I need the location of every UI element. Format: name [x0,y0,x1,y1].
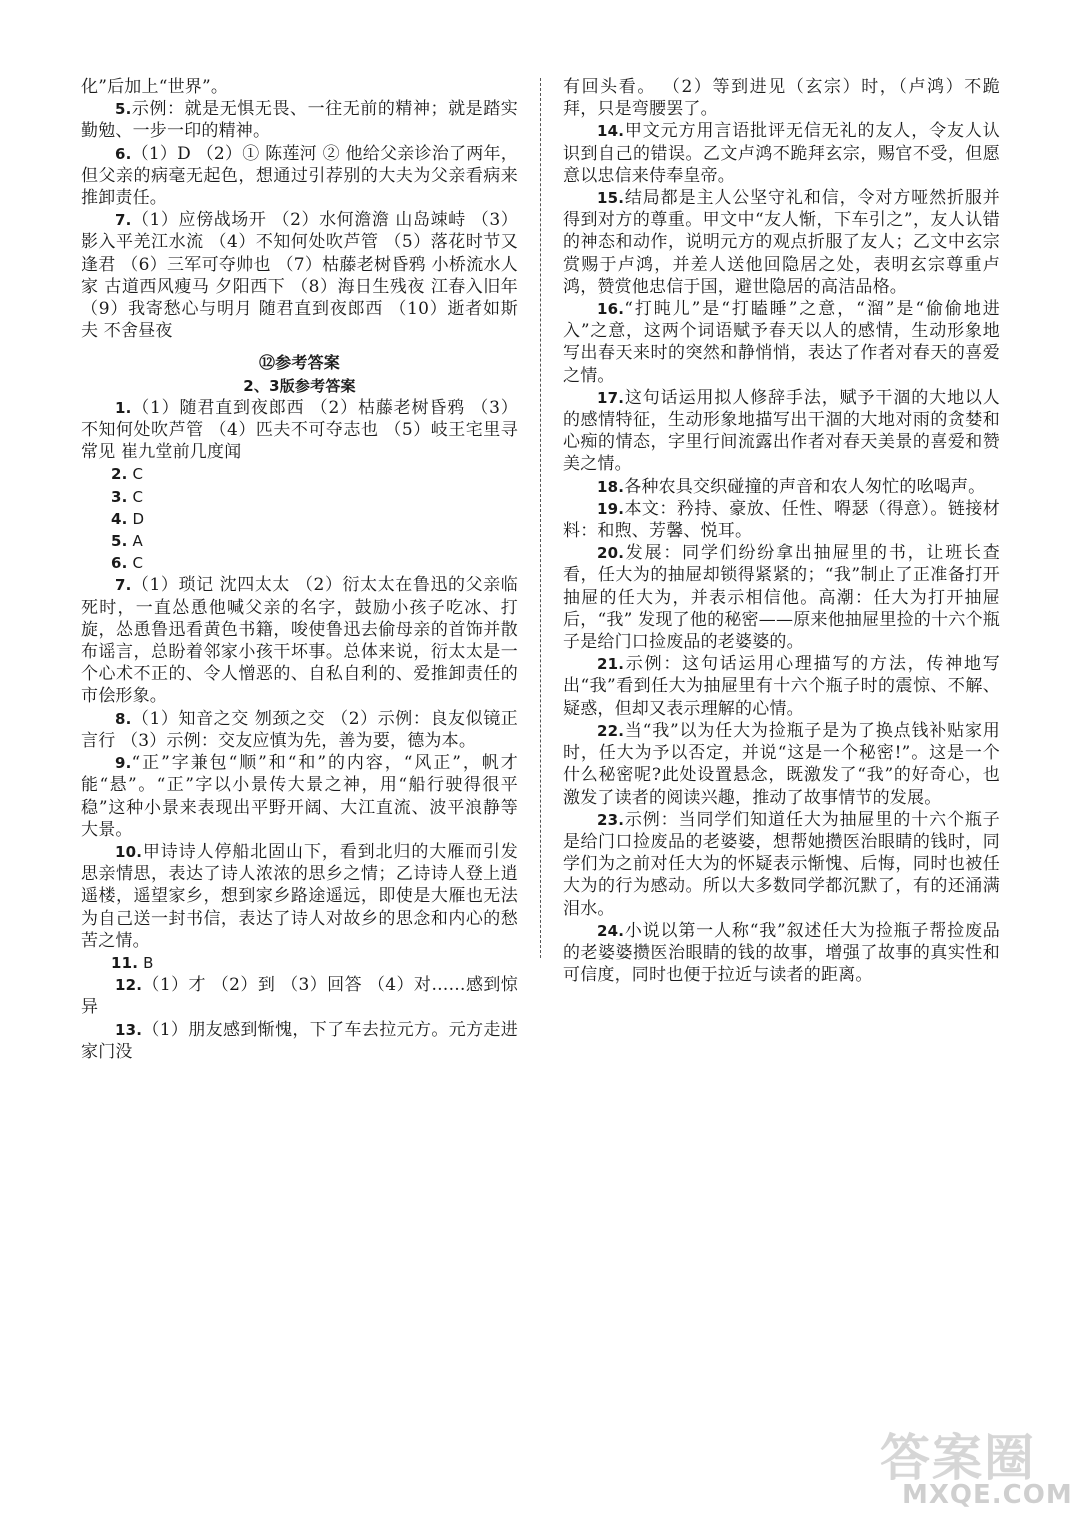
answer-number: 20. [597,544,625,563]
answer-number: 2. [111,465,128,484]
answer-text: 甲文元方用言语批评无信无礼的友人，令友人认识到自己的错误。乙文卢鸿不跪拜玄宗，赐官不受，但愿意以忠信来侍奉皇帝。 [563,121,1000,186]
answer-number: 5. [111,532,128,551]
section-answer-22 [563,720,1000,809]
section-answer-18 [563,476,1000,498]
answer-number: 14. [597,122,625,141]
section-title: ⑫参考答案 [258,353,340,373]
answer-number: 10. [115,842,143,861]
section-answer-12 [81,974,518,1018]
answer-text: B [143,953,154,972]
answer-number: 1. [115,398,132,417]
answer-number: 6. [111,554,128,573]
section-answer-23 [563,809,1000,920]
right-column [563,76,1000,986]
answer-text: 各种农具交织碰撞的声音和农人匆忙的吆喝声。 [624,476,986,497]
answer-number: 7. [115,576,132,595]
section-answer-13 [81,1019,518,1063]
answer-text: C [132,554,144,573]
answer-number: 23. [597,810,625,829]
answer-number: 6. [115,144,132,163]
answer-text: 发展：同学们纷纷拿出抽屉里的书，让班长查看，任大为的抽屉却锁得紧紧的；“我”制止了正准备打开抽屉的任大为，并表示相信他。高潮：任大为打开抽屉后，“我” 发现了他的秘密——原来他抽屉里捡的十六个瓶子是给门口捡废品的老婆婆的。 [563,543,1000,653]
answer-6 [81,143,518,210]
answer-text: 结局都是主人公坚守礼和信，令对方哑然折服并得到对方的尊重。甲文中“友人惭，下车引之”，友人认错的神态和动作，说明元方的观点折服了友人；乙文中玄宗赏赐于卢鸿，并差人送他回隐居之处，表明玄宗尊重卢鸿，赞赏他忠信于国，避世隐居的高洁品格。 [563,188,1000,297]
answer-number: 9. [115,754,132,773]
section-answer-11 [81,952,518,974]
left-column [81,76,518,1063]
answer-text: （1）应傍战场开 （2）水何澹澹 山岛竦峙 （3）影入平羌江水流 （4）不知何处吹芦管 （5）落花时节又逢君 （6）三军可夺帅也 （7）枯藤老树昏鸦 小桥流水人家 古道西风瘦马 夕阳西下 （8）海日生残夜 江春入旧年 （9）我寄愁心与明月 随君直到夜郎西 （10）逝者如斯夫 不舍昼夜 [81,210,518,342]
section-answer-16 [563,298,1000,387]
answer-text: （1）才 （2）到 （3）回答 （4）对……感到惊异 [81,975,518,1018]
section-answer-3 [81,486,518,508]
section-answer-21 [563,653,1000,720]
answer-number: 12. [115,976,143,995]
section-answer-10 [81,841,518,952]
answer-text: （1）朋友感到惭愧，下了车去拉元方。元方走进家门没 [81,1019,518,1062]
answer-number: 21. [597,655,625,674]
answer-text: （1）琐记 沈四太太 （2）衍太太在鲁迅的父亲临死时，一直怂恿他喊父亲的名字，鼓励小孩子吃冰、打旋，怂恿鲁迅看黄色书籍，唆使鲁迅去偷母亲的首饰并散布谣言，总盼着邻家小孩干坏事。总体来说，衍太太是一个心术不正的、令人憎恶的、自私自利的、爱推卸责任的市侩形象。 [81,575,518,707]
section-answer-17 [563,387,1000,476]
site-watermark [880,1418,1073,1518]
answer-text: （1）随君直到夜郎西 （2）枯藤老树昏鸦 （3）不知何处吹芦管 （4）匹夫不可夺志也 （5）岐王宅里寻常见 崔九堂前几度闻 [81,397,518,463]
answer-text: （1）D （2）① 陈莲河 ② 他给父亲诊治了两年，但父亲的病毫无起色，想通过引荐别的大夫为父亲看病来推卸责任。 [81,143,518,209]
section-answer-20 [563,542,1000,653]
section-answer-19 [563,498,1000,542]
answer-number: 13. [115,1020,143,1039]
answer-number: 22. [597,721,625,740]
answer-text: C [132,487,144,506]
answer-number: 17. [597,388,625,407]
answer-number: 24. [597,921,625,940]
section-answer-8 [81,708,518,752]
answer-text: （1）知音之交 刎颈之交 （2）示例：良友似镜正言行 （3）示例：交友应慎为先，善为要，德为本。 [81,708,518,751]
answer-number: 19. [597,499,625,518]
answer-text: 示例：当同学们知道任大为抽屉里的十六个瓶子是给门口捡废品的老婆婆，想帮她攒医治眼睛的钱时，同学们为之前对任大为的怀疑表示惭愧、后悔，同时也被任大为的行为感动。所以大多数同学都沉默了，有的还涌满泪水。 [563,809,1000,919]
section-answer-9 [81,752,518,841]
answer-text: “打盹儿”是“打瞌睡”之意，“溜”是“偷偷地进入”之意，这两个词语赋予春天以人的感情，生动形象地写出春天来时的突然和静悄悄，表达了作者对春天的喜爱之情。 [563,299,1000,386]
answer-number: 5. [115,100,132,119]
answer-text: C [132,465,144,484]
answer-text: 本文：矜持、豪放、任性、嘚瑟（得意）。链接材料：和煦、芳馨、悦耳。 [563,498,1000,542]
section-answer-15 [563,187,1000,298]
section-answer-7 [81,574,518,707]
section-subtitle: 2、3版参考答案 [243,376,356,395]
answer-text: 示例：就是无惧无畏、一往无前的精神；就是踏实勤勉、一步一印的精神。 [81,99,518,142]
section-answer-5 [81,530,518,552]
answer-number: 18. [597,477,625,496]
watermark-logo-text: 答案圈 [880,1429,1036,1487]
answer-number: 4. [111,509,128,528]
answer-text: D [132,509,145,528]
section-answer-14 [563,120,1000,187]
answer-text: 小说以第一人称“我”叙述任大为捡瓶子帮捡废品的老婆婆攒医治眼睛的钱的故事，增强了故事的真实性和可信度，同时也便于拉近与读者的距离。 [563,920,1000,986]
answer-5 [81,98,518,142]
section-answer-2 [81,463,518,485]
answer-7 [81,209,518,342]
answer-number: 15. [597,189,625,208]
answer-number: 3. [111,487,128,506]
answer-text: 甲诗诗人停船北固山下，看到北归的大雁而引发思亲情思，表达了诗人浓浓的思乡之情；乙诗诗人登上逍遥楼，遥望家乡，想到家乡路途遥远，即使是大雁也无法为自己送一封书信，表达了诗人对故乡的思念和内心的愁苦之情。 [81,841,518,951]
answer-number: 11. [111,953,139,972]
answer-continuation: 有回头看。 （2）等到进见（玄宗）时，（卢鸿）不跪拜，只是弯腰罢了。 [563,77,1000,120]
column-divider [540,78,541,958]
section-answer-4 [81,508,518,530]
answer-number: 16. [597,300,625,319]
answer-text: “正”字兼包“顺”和“和”的内容，“风正”，帆才能“悬”。“正”字以小景传大景之神，用“船行驶得很平稳”这种小景来表现出平野开阔、大江直流、波平浪静等大景。 [81,753,518,840]
section-answer-24 [563,920,1000,987]
section-answer-1 [81,397,518,464]
watermark-domain: MXQE.COM [902,1480,1073,1510]
section-answer-6 [81,552,518,574]
answer-number: 7. [115,211,132,230]
answer-text: 这句话运用拟人修辞手法，赋予干涸的大地以人的感情特征，生动形象地描写出干涸的大地对雨的贪婪和心痴的情态，字里行间流露出作者对春天美景的喜爱和赞美之情。 [563,387,1000,475]
answer-number: 8. [115,709,132,728]
answer-text: 示例：这句话运用心理描写的方法，传神地写出“我”看到任大为抽屉里有十六个瓶子时的震惊、不解、疑惑，但却又表示理解的心情。 [563,654,1000,719]
answer-text: A [132,532,143,551]
answer-continuation: 化”后加上“世界”。 [81,77,229,97]
answer-text: 当“我”以为任大为捡瓶子是为了换点钱补贴家用时，任大为予以否定，并说“这是一个秘密!”。这是一个什么秘密呢?此处设置悬念，既激发了“我”的好奇心，也激发了读者的阅读兴趣，推动了故事情节的发展。 [563,720,1000,808]
